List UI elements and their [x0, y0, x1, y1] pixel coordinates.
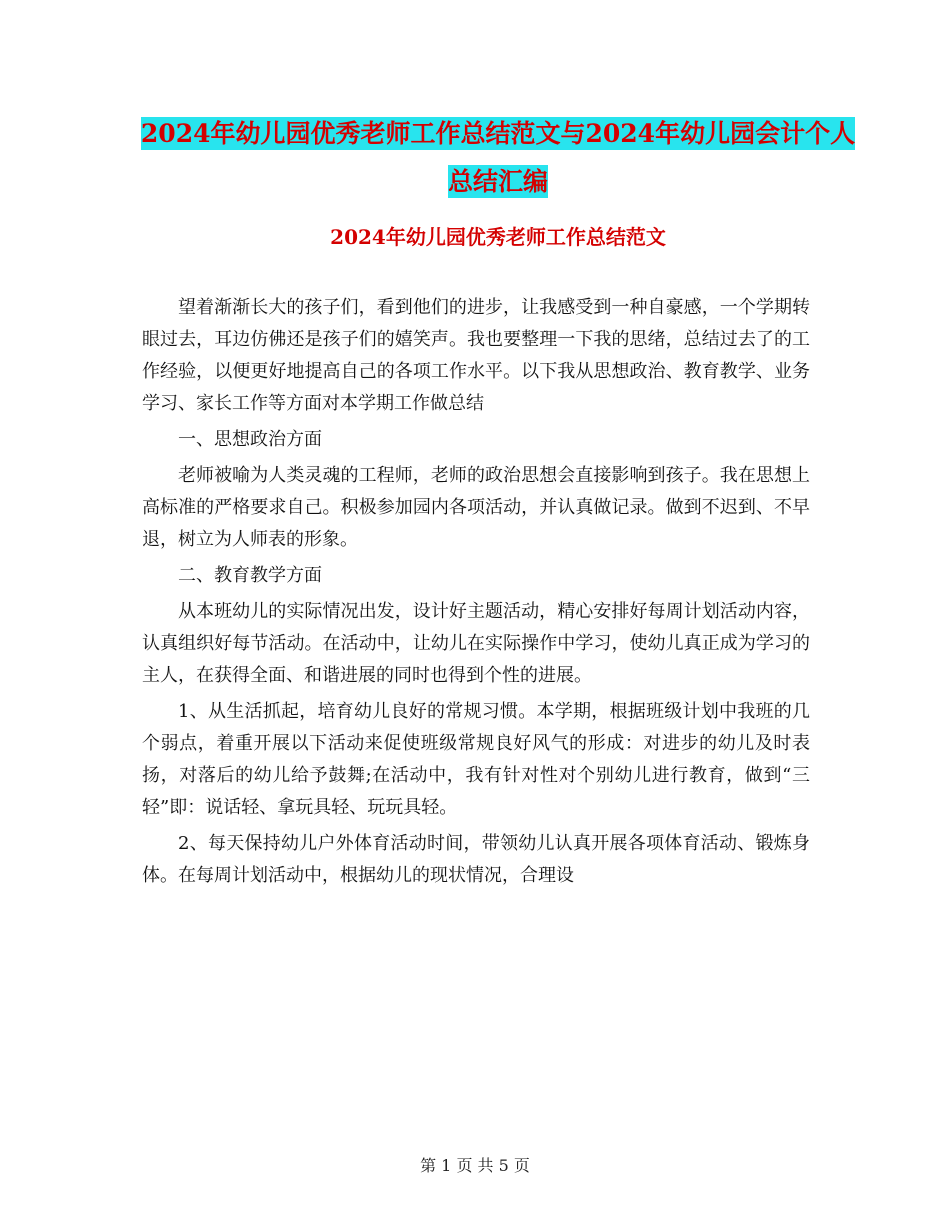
paragraph-item-2: 2、每天保持幼儿户外体育活动时间，带领幼儿认真开展各项体育活动、锻炼身体。在每周计划活动中，根据幼儿的现状情况，合理设 [142, 833, 810, 886]
page-number-footer: 第 1 页 共 5 页 [420, 1156, 530, 1175]
document-title [140, 110, 856, 206]
paragraph-political: 老师被喻为人类灵魂的工程师，老师的政治思想会直接影响到孩子。我在思想上高标准的严格要求自己。积极参加园内各项活动，并认真做记录。做到不迟到、不早退，树立为人师表的形象。 [142, 465, 810, 550]
heading-political: 一、思想政治方面 [178, 429, 322, 450]
paragraph-item-1: 1、从生活抓起，培育幼儿良好的常规习惯。本学期，根据班级计划中我班的几个弱点，着重开展以下活动来促使班级常规良好风气的形成：对进步的幼儿及时表扬，对落后的幼儿给予鼓舞;在活动中，我有针对性对个别幼儿进行教育，做到“三轻”即：说话轻、拿玩具轻、玩玩具轻。 [142, 701, 810, 818]
heading-teaching: 二、教育教学方面 [178, 565, 322, 586]
section-title: 2024年幼儿园优秀老师工作总结范文 [330, 225, 666, 249]
document-title-text: 2024年幼儿园优秀老师工作总结范文与2024年幼儿园会计个人总结汇编 [140, 119, 856, 196]
paragraph-teaching: 从本班幼儿的实际情况出发，设计好主题活动，精心安排好每周计划活动内容，认真组织好每节活动。在活动中，让幼儿在实际操作中学习，使幼儿真正成为学习的主人，在获得全面、和谐进展的同时也得到个性的进展。 [142, 601, 810, 686]
document-body [142, 292, 810, 896]
paragraph-intro: 望着渐渐长大的孩子们，看到他们的进步，让我感受到一种自豪感，一个学期转眼过去，耳边仿佛还是孩子们的嬉笑声。我也要整理一下我的思绪，总结过去了的工作经验，以便更好地提高自己的各项工作水平。以下我从思想政治、教育教学、业务学习、家长工作等方面对本学期工作做总结 [142, 297, 810, 414]
